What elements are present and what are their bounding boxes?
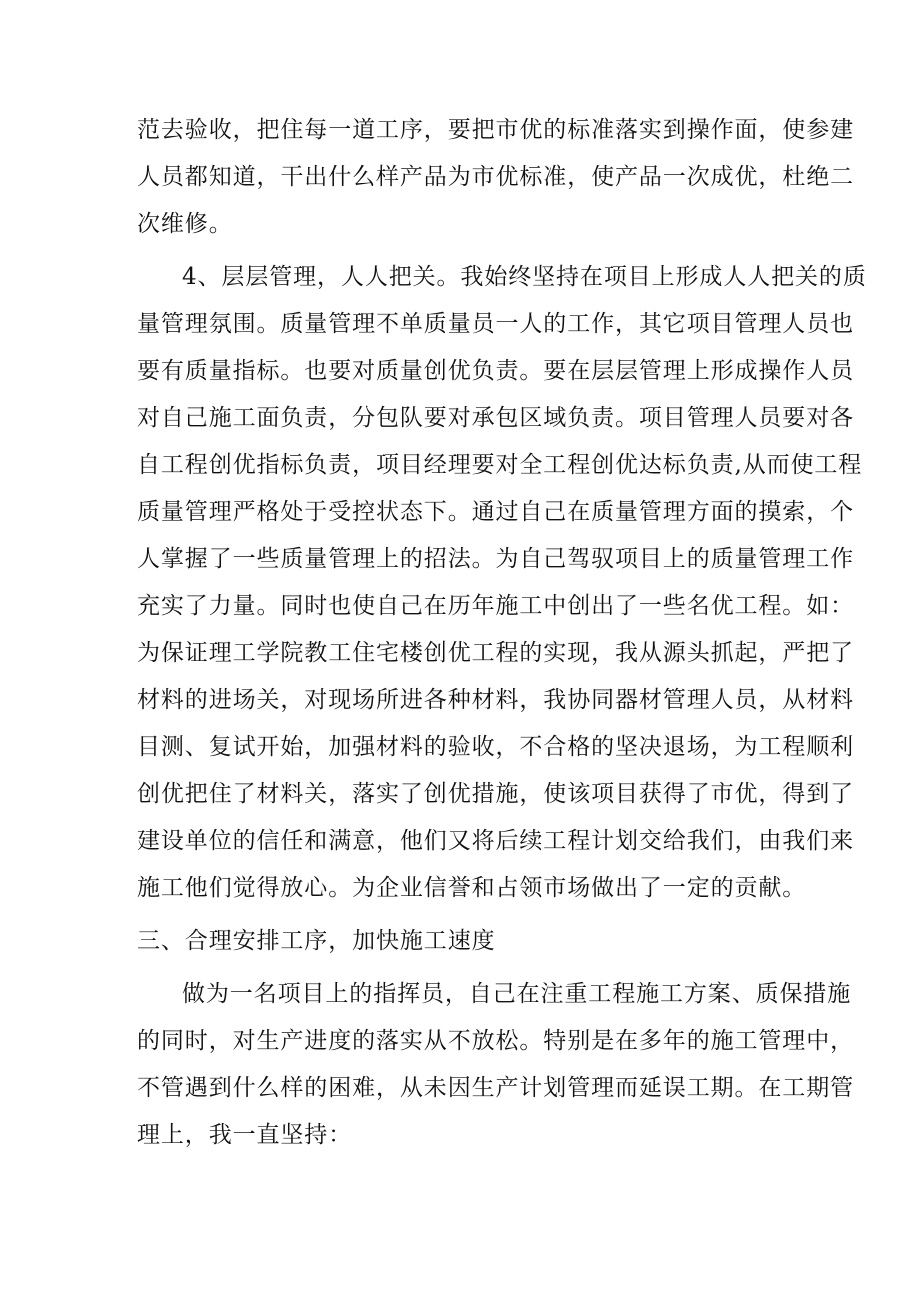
text-line: 理上，我一直坚持： — [137, 1122, 353, 1148]
text-line: 人掌握了一些质量管理上的招法。为自己驾驭项目上的质量管理工作 — [137, 546, 854, 572]
text-line: 施工他们觉得放心。为企业信誉和占领市场做出了一定的贡献。 — [137, 875, 807, 901]
text-line: 创优把住了材料关，落实了创优措施，使该项目获得了市优，得到了 — [137, 781, 854, 807]
paragraph-heading-line: 4、层层管理，人人把关。我始终坚持在项目上形成人人把关的质 — [182, 264, 867, 290]
text-line: 次维修。 — [137, 211, 233, 237]
text-line: 范去验收，把住每一道工序，要把市优的标准落实到操作面，使参建 — [137, 117, 854, 143]
text-line: 做为一名项目上的指挥员，自己在注重工程施工方案、质保措施 — [182, 981, 852, 1007]
text-line: 量管理氛围。质量管理不单质量员一人的工作，其它项目管理人员也 — [137, 311, 854, 337]
text-line: 充实了力量。同时也使自己在历年施工中创出了一些名优工程。如： — [137, 593, 854, 619]
text-line: 的同时，对生产进度的落实从不放松。特别是在多年的施工管理中， — [137, 1028, 854, 1054]
text-line: 为保证理工学院教工住宅楼创优工程的实现，我从源头抓起，严把了 — [137, 640, 854, 666]
text-line: 建设单位的信任和满意，他们又将后续工程计划交给我们，由我们来 — [137, 828, 854, 854]
text-line: 自工程创优指标负责，项目经理要对全工程创优达标负责,从而使工程 — [137, 452, 863, 478]
text-line: 质量管理严格处于受控状态下。通过自己在质量管理方面的摸索，个 — [137, 499, 854, 525]
section-heading: 三、合理安排工序，加快施工速度 — [137, 928, 496, 954]
text-line: 不管遇到什么样的困难，从未因生产计划管理而延误工期。在工期管 — [137, 1075, 854, 1101]
text-line: 材料的进场关，对现场所进各种材料，我协同器材管理人员，从材料 — [137, 687, 854, 713]
text-line: 要有质量指标。也要对质量创优负责。要在层层管理上形成操作人员 — [137, 358, 854, 384]
text-line: 人员都知道，干出什么样产品为市优标准，使产品一次成优，杜绝二 — [137, 164, 854, 190]
text-line: 目测、复试开始，加强材料的验收，不合格的坚决退场，为工程顺利 — [137, 734, 854, 760]
text-line: 对自己施工面负责，分包队要对承包区域负责。项目管理人员要对各 — [137, 405, 854, 431]
